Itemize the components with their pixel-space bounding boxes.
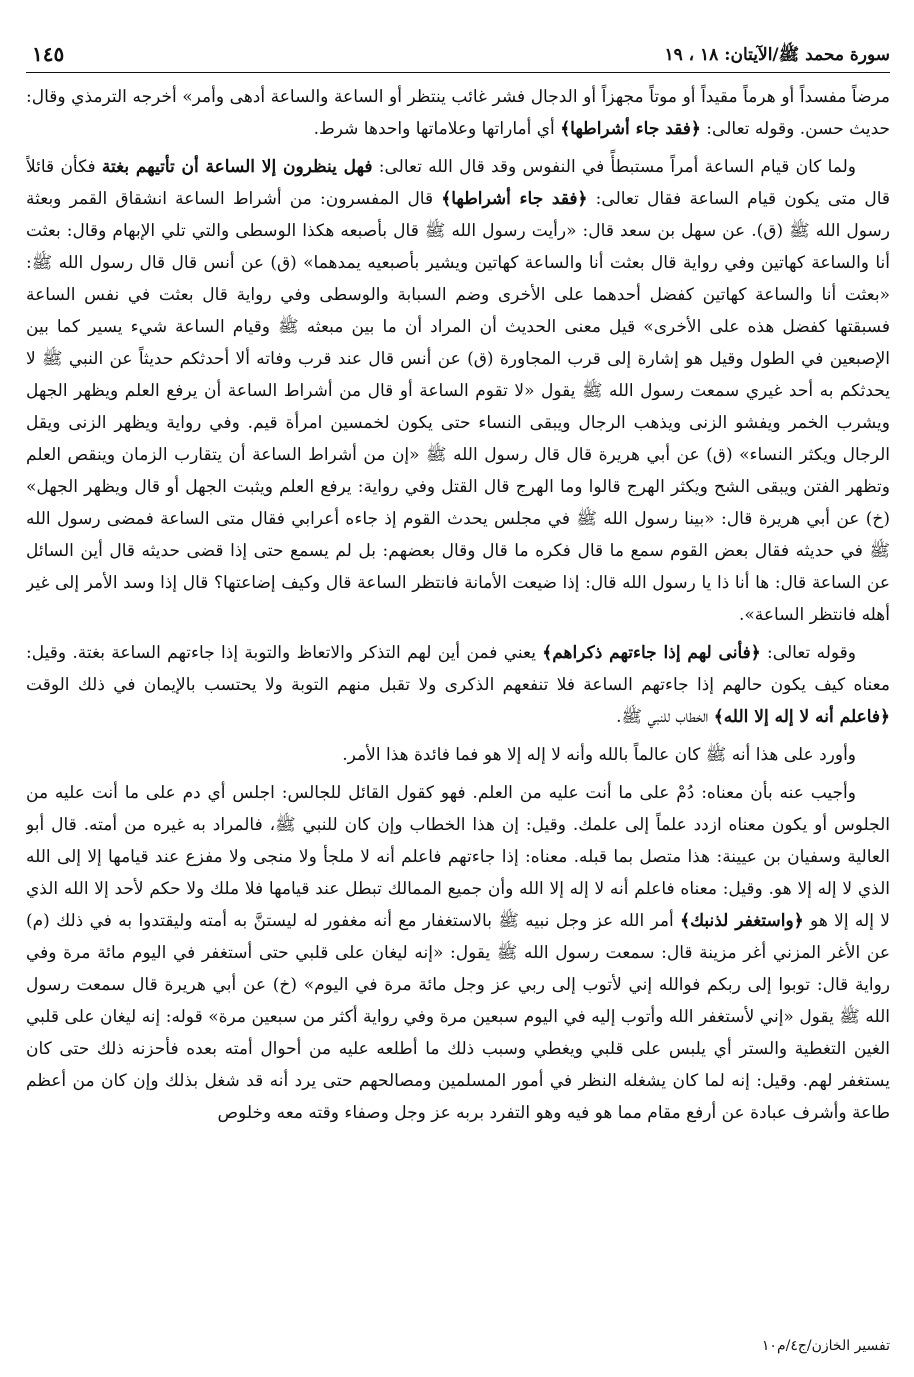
- book-page: [26, 38, 890, 1358]
- text-segment: الخطاب للنبي ﷺ.: [616, 707, 714, 727]
- quran-quote: ﴿فأنى لهم إذا جاءتهم ذكراهم﴾: [542, 643, 761, 663]
- text-segment: فكأن قائلاً قال متى يكون قيام الساعة فقال تعالى:: [26, 157, 890, 209]
- text-segment: وقوله تعالى:: [760, 643, 856, 663]
- text-segment: مرضاً مفسداً أو هرماً مقيداً أو موتاً مجهزاً أو الدجال فشر غائب ينتظر أو الساعة والساعة أدهى وأمر» أخرجه الترمذي وقال: حديث حسن. وقوله تعالى:: [26, 87, 890, 139]
- page-header: [26, 38, 890, 73]
- body-text: [26, 81, 890, 1129]
- paragraph: [26, 81, 890, 145]
- text-segment: قال المفسرون: من أشراط الساعة انشقاق القمر وبعثة رسول الله ﷺ (ق). عن سهل بن سعد قال: «رأيت رسول الله ﷺ قال بأصبعه هكذا الوسطى والتي تلي الإبهام وقال: بعثت أنا والساعة كهاتين وفي رواية قال بعثت أنا والساعة كهاتين ويشير بأصبعيه يمدهما» (ق) عن أنس قال قال رسول الله ﷺ: «بعثت أنا والساعة كهاتين كفضل أحدهما على الأخرى وضم السبابة والوسطى وفي رواية قال بعثت في نفس الساعة فسبقتها كفضل هذه على الأخرى» قيل معنى الحديث أن المراد أن ما بين مبعثه ﷺ وقيام الساعة شيء يسير كما بين الإصبعين في الطول وقيل هو إشارة إلى قرب المجاورة (ق) عن أنس قال عند قرب وفاته ألا أحدثكم حديثاً عن النبي ﷺ لا يحدثكم به أحد غيري سمعت رسول الله ﷺ يقول «لا تقوم الساعة أو قال من أشراط الساعة أن يرفع العلم ويظهر الجهل ويشرب الخمر ويفشو الزنى ويذهب الرجال ويبقى النساء حتى يكون لخمسين امرأة قيم. وفي رواية ويظهر الزنى ويقل الرجال ويكثر النساء» (ق) عن أبي هريرة قال قال رسول الله ﷺ «إن من أشراط الساعة أن يتقارب الزمان وينقص العلم وتظهر الفتن ويبقى الشح ويكثر الهرج قالوا وما الهرج قال القتل وفي رواية: يرفع العلم ويثبت الجهل أو قال ويظهر الجهل» (خ) عن أبي هريرة قال: «بينا رسول الله ﷺ في مجلس يحدث القوم إذ جاءه أعرابي فقال متى الساعة فمضى رسول الله ﷺ في حديثه فقال بعض القوم سمع ما قال فكره ما قال وقال بعضهم: بل لم يسمع حتى إذا قضى حديثه قال أين السائل عن الساعة قال: ها أنا ذا يا رسول الله قال: إذا ضيعت الأمانة فانتظر الساعة قال وكيف إضاعتها؟ قال إذا وسد الأمر إلى غير أهله فانتظر الساعة».: [26, 189, 890, 625]
- text-segment: أي أماراتها وعلاماتها واحدها شرط.: [313, 119, 561, 139]
- running-title: سورة محمد ﷺ/الآيتان: ١٨ ، ١٩: [664, 45, 890, 65]
- text-segment: وأجيب عنه بأن معناه: دُمْ على ما أنت عليه من العلم. فهو كقول القائل للجالس: اجلس أي دم على ما أنت عليه من الجلوس أو يكون معناه ازدد علماً إلى علمك. وقيل: إن هذا الخطاب وإن كان للنبي ﷺ، فالمراد به غيره من أمته. قال أبو العالية وسفيان بن عيينة: هذا متصل بما قبله. معناه: إذا جاءتهم فاعلم أنه لا ملجأ ولا منجى ولا مفزع عند قيامها إلا إلى الله الذي لا إله إلا هو. وقيل: معناه فاعلم أنه لا إله إلا الله وأن جميع الممالك تبطل عند قيامها فلا ملك ولا حكم لأحد إلا الله الذي لا إله إلا هو: [26, 783, 890, 931]
- text-segment: أمر الله عز وجل نبيه ﷺ بالاستغفار مع أنه مغفور له ليستنَّ به أمته وليقتدوا به في ذلك (م) عن الأغر المزني أغر مزينة قال: سمعت رسول الله ﷺ يقول: «إنه ليغان على قلبي حتى أستغفر في اليوم مائة مرة وفي رواية قال: توبوا إلى ربكم فوالله إني لأتوب إلى ربي عز وجل مائة مرة في اليوم» (خ) عن أبي هريرة قال سمعت رسول الله ﷺ يقول «إني لأستغفر الله وأتوب إليه في اليوم سبعين مرة وفي رواية أكثر من سبعين مرة» قوله: إنه ليغان على قلبي الغين التغطية والستر أي يلبس على قلبي ويغطي وسبب ذلك ما أطلعه عليه من أحوال أمته بعده فأحزنه ذلك حتى كان يستغفر لهم. وقيل: إنه لما كان يشغله النظر في أمور المسلمين ومصالحهم حتى يرد أنه قد شغل بذلك وإن كان من أعظم طاعة وأشرف عبادة عن أرفع مقام مما هو فيه وهو التفرد بربه عز وجل وصفاء وقته معه وخلوص: [26, 911, 890, 1123]
- quran-quote: ﴿فقد جاء أشراطها﴾: [441, 189, 588, 209]
- text-segment: ولما كان قيام الساعة أمراً مستبطأً في النفوس وقد قال الله تعالى:: [372, 157, 857, 177]
- page-number: ١٤٥: [32, 42, 65, 66]
- quran-quote: فهل ينظرون إلا الساعة أن تأتيهم بغتة: [101, 157, 373, 177]
- text-segment: وأورد على هذا أنه ﷺ كان عالماً بالله وأنه لا إله إلا هو فما فائدة هذا الأمر.: [342, 745, 856, 765]
- paragraph: [26, 739, 890, 771]
- text-segment: يعني فمن أين لهم التذكر والاتعاظ والتوبة إذا جاءتهم الساعة بغتة. وقيل: معناه كيف يكون حالهم إذا جاءتهم الساعة فلا تنفعهم الذكرى ولا تقبل منهم التوبة ولا يحتسب بالإيمان في ذلك الوقت: [26, 643, 890, 695]
- paragraph: [26, 637, 890, 733]
- quran-quote: ﴿واستغفر لذنبك﴾: [680, 911, 804, 931]
- quran-quote: ﴿فاعلم أنه لا إله إلا الله﴾: [713, 707, 890, 727]
- paragraph: [26, 151, 890, 631]
- quran-quote: ﴿فقد جاء أشراطها﴾: [560, 119, 701, 139]
- paragraph: [26, 777, 890, 1129]
- print-signature: تفسير الخازن/ج٤/م١٠: [761, 1338, 890, 1354]
